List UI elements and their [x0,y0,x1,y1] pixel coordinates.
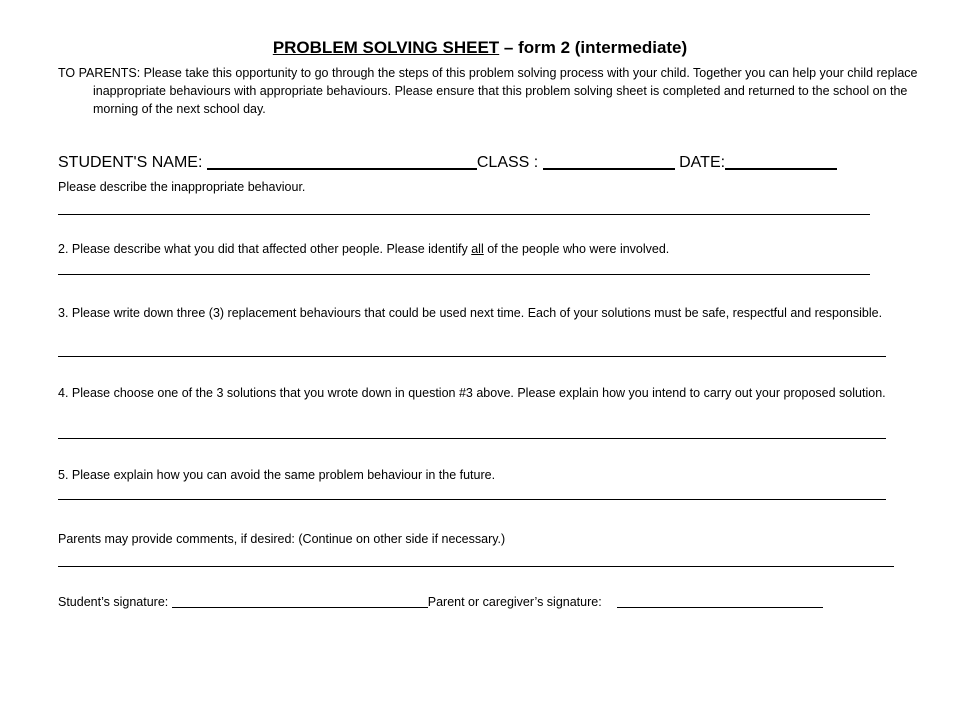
answer-line-4[interactable] [58,438,886,439]
parent-comments-prompt: Parents may provide comments, if desired: (Continue on other side if necessary.) [58,532,506,546]
question-5: 5. Please explain how you can avoid the same problem behaviour in the future. [58,468,496,482]
student-name-field[interactable] [207,152,477,170]
question-2-text-a: 2. Please describe what you did that affected other people. Please identify [58,242,472,256]
student-name-label: STUDENT'S NAME: [58,154,203,171]
class-label: CLASS : [476,154,539,171]
intro-paragraph: TO PARENTS: Please take this opportunity to go through the steps of this problem solving process with your child. Together you can help your child replace inappropriate behaviours with appropriate behaviours. Please ensure that this problem solving sheet is completed and returned to the school on the morning of the next school day. [58,66,918,116]
student-info-line [58,152,837,172]
answer-line-1[interactable] [58,214,870,215]
signature-line [58,594,823,609]
student-signature-label: Student’s signature: [58,595,169,609]
parent-comments-line[interactable] [58,566,894,567]
question-2-text-b: of the people who were involved. [483,242,670,256]
question-1: Please describe the inappropriate behaviour. [58,180,306,194]
question-2-emphasis: all [471,242,484,256]
student-signature-field[interactable] [172,594,428,608]
question-4: 4. Please choose one of the 3 solutions that you wrote down in question #3 above. Please explain how you intend to carry out your proposed solution. [58,386,886,400]
page-title [0,38,960,58]
title-sub: – form 2 (intermediate) [499,38,688,57]
date-field[interactable] [725,152,837,170]
question-3: 3. Please write down three (3) replacement behaviours that could be used next time. Each of your solutions must be safe, respectful and responsible. [58,306,883,320]
answer-line-3[interactable] [58,356,886,357]
class-field[interactable] [543,152,675,170]
parent-signature-label: Parent or caregiver’s signature: [427,595,602,609]
answer-line-5[interactable] [58,499,886,500]
answer-line-2[interactable] [58,274,870,275]
question-2 [58,240,908,258]
parent-signature-field[interactable] [617,594,823,608]
title-main: PROBLEM SOLVING SHEET [272,38,500,57]
date-label: DATE: [679,154,726,171]
